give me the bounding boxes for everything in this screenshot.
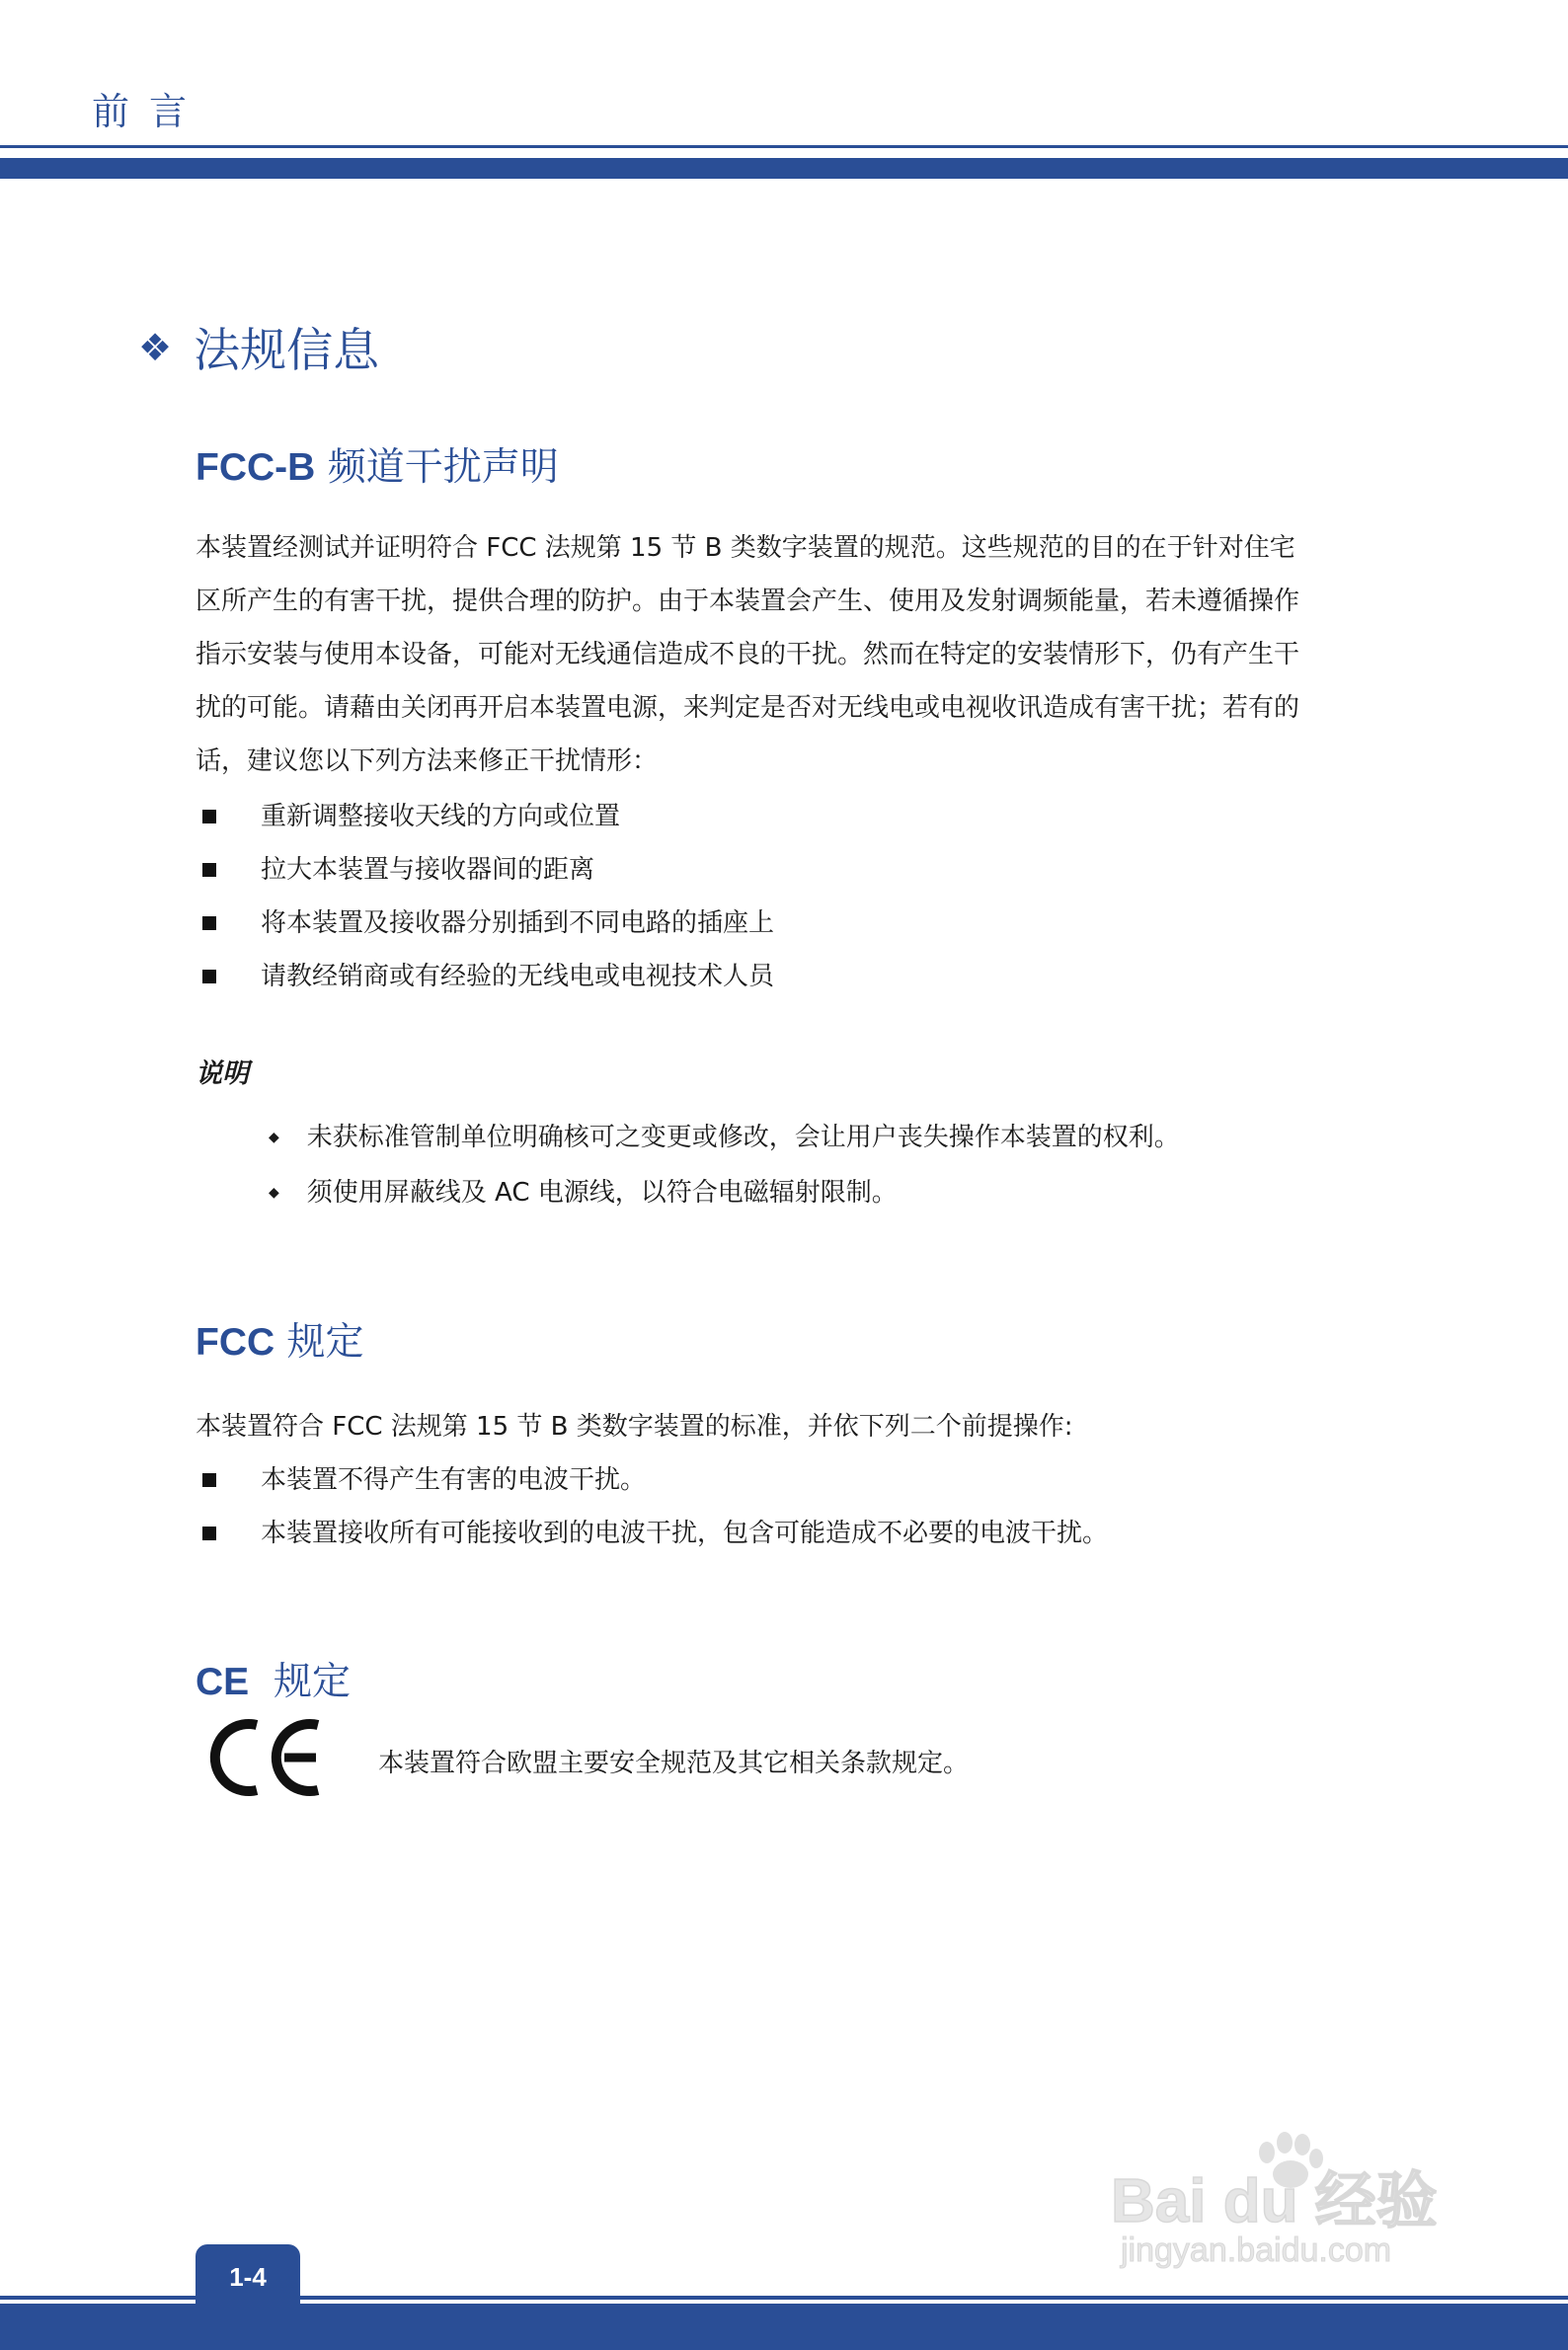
watermark-brand: Bai du 经验: [1111, 2167, 1438, 2235]
fccb-heading: [196, 436, 559, 492]
square-bullet-icon: [202, 810, 216, 823]
section-title-text: 法规信息: [194, 324, 380, 378]
ce-text: 本装置符合欧盟主要安全规范及其它相关条款规定。: [378, 1749, 970, 1778]
watermark-url: jingyan.baidu.com: [1121, 2232, 1392, 2269]
fccb-heading-prefix: FCC-B: [196, 446, 316, 489]
list-item-text: 请教经销商或有经验的无线电或电视技术人员: [261, 962, 775, 991]
fccb-line: 扰的可能。请藉由关闭再开启本装置电源，来判定是否对无线电或电视收讯造成有害干扰；若有的: [196, 693, 1300, 723]
list-item: [202, 843, 774, 897]
square-bullet-icon: [202, 1527, 216, 1540]
fcc-heading-rest: 规定: [274, 1320, 364, 1365]
square-bullet-icon: [202, 863, 216, 877]
list-item-text: 本装置不得产生有害的电波干扰。: [261, 1465, 647, 1495]
baidu-watermark-logo: [1101, 2113, 1496, 2271]
list-item-text: 重新调整接收天线的方向或位置: [261, 802, 621, 831]
page-number: 1-4: [196, 2244, 300, 2310]
page-header-title: 前言: [92, 90, 207, 133]
fccb-line: 话，建议您以下列方法来修正干扰情形：: [196, 746, 659, 776]
note-item-text: 未获标准管制单位明确核可之变更或修改，会让用户丧失操作本装置的权利。: [306, 1123, 1180, 1152]
note-label: 说明: [196, 1058, 249, 1089]
ce-heading-prefix: CE: [196, 1661, 250, 1703]
header-rule-thin: [0, 145, 1568, 148]
list-item-text: 本装置接收所有可能接收到的电波干扰，包含可能造成不必要的电波干扰。: [261, 1519, 1109, 1548]
diamond-small-icon: ◆: [269, 1185, 279, 1201]
note-item: [269, 1165, 1180, 1220]
fcc-intro: 本装置符合 FCC 法规第 15 节 B 类数字装置的标准，并依下列二个前提操作:: [196, 1412, 1073, 1442]
fccb-line: 指示安装与使用本设备，可能对无线通信造成不良的干扰。然而在特定的安装情形下，仍有产生干: [196, 640, 1300, 669]
note-item: [269, 1110, 1180, 1165]
ce-heading-rest: 规定: [249, 1660, 351, 1704]
fcc-heading-prefix: FCC: [196, 1321, 275, 1364]
list-item-text: 拉大本装置与接收器间的距离: [261, 855, 595, 885]
list-item: [202, 1453, 1108, 1507]
ce-heading: [196, 1651, 351, 1706]
square-bullet-icon: [202, 916, 216, 930]
ce-mark-icon: [209, 1713, 328, 1802]
fcc-bullet-list: [202, 1453, 1108, 1560]
fccb-line: 本装置经测试并证明符合 FCC 法规第 15 节 B 类数字装置的规范。这些规范的目的在于针对住宅: [196, 533, 1295, 563]
diamond-bullet-icon: ❖: [138, 325, 173, 369]
note-item-text: 须使用屏蔽线及 AC 电源线，以符合电磁辐射限制。: [306, 1178, 898, 1208]
diamond-small-icon: ◆: [269, 1130, 279, 1145]
list-item-text: 将本装置及接收器分别插到不同电路的插座上: [261, 908, 775, 938]
list-item: [202, 790, 774, 843]
fccb-paragraph: [196, 521, 1375, 788]
list-item: [202, 897, 774, 950]
list-item: [202, 1507, 1108, 1560]
fccb-bullet-list: [202, 790, 774, 1003]
footer-bar: [0, 2304, 1568, 2350]
header-rule-thick: [0, 158, 1568, 179]
square-bullet-icon: [202, 1473, 216, 1487]
fccb-line: 区所产生的有害干扰，提供合理的防护。由于本装置会产生、使用及发射调频能量，若未遵循操作: [196, 587, 1300, 616]
list-item: [202, 950, 774, 1003]
square-bullet-icon: [202, 970, 216, 983]
section-title: [138, 314, 379, 380]
note-list: [269, 1110, 1180, 1220]
fccb-heading-rest: 频道干扰声明: [315, 445, 559, 490]
fcc-heading: [196, 1311, 364, 1367]
